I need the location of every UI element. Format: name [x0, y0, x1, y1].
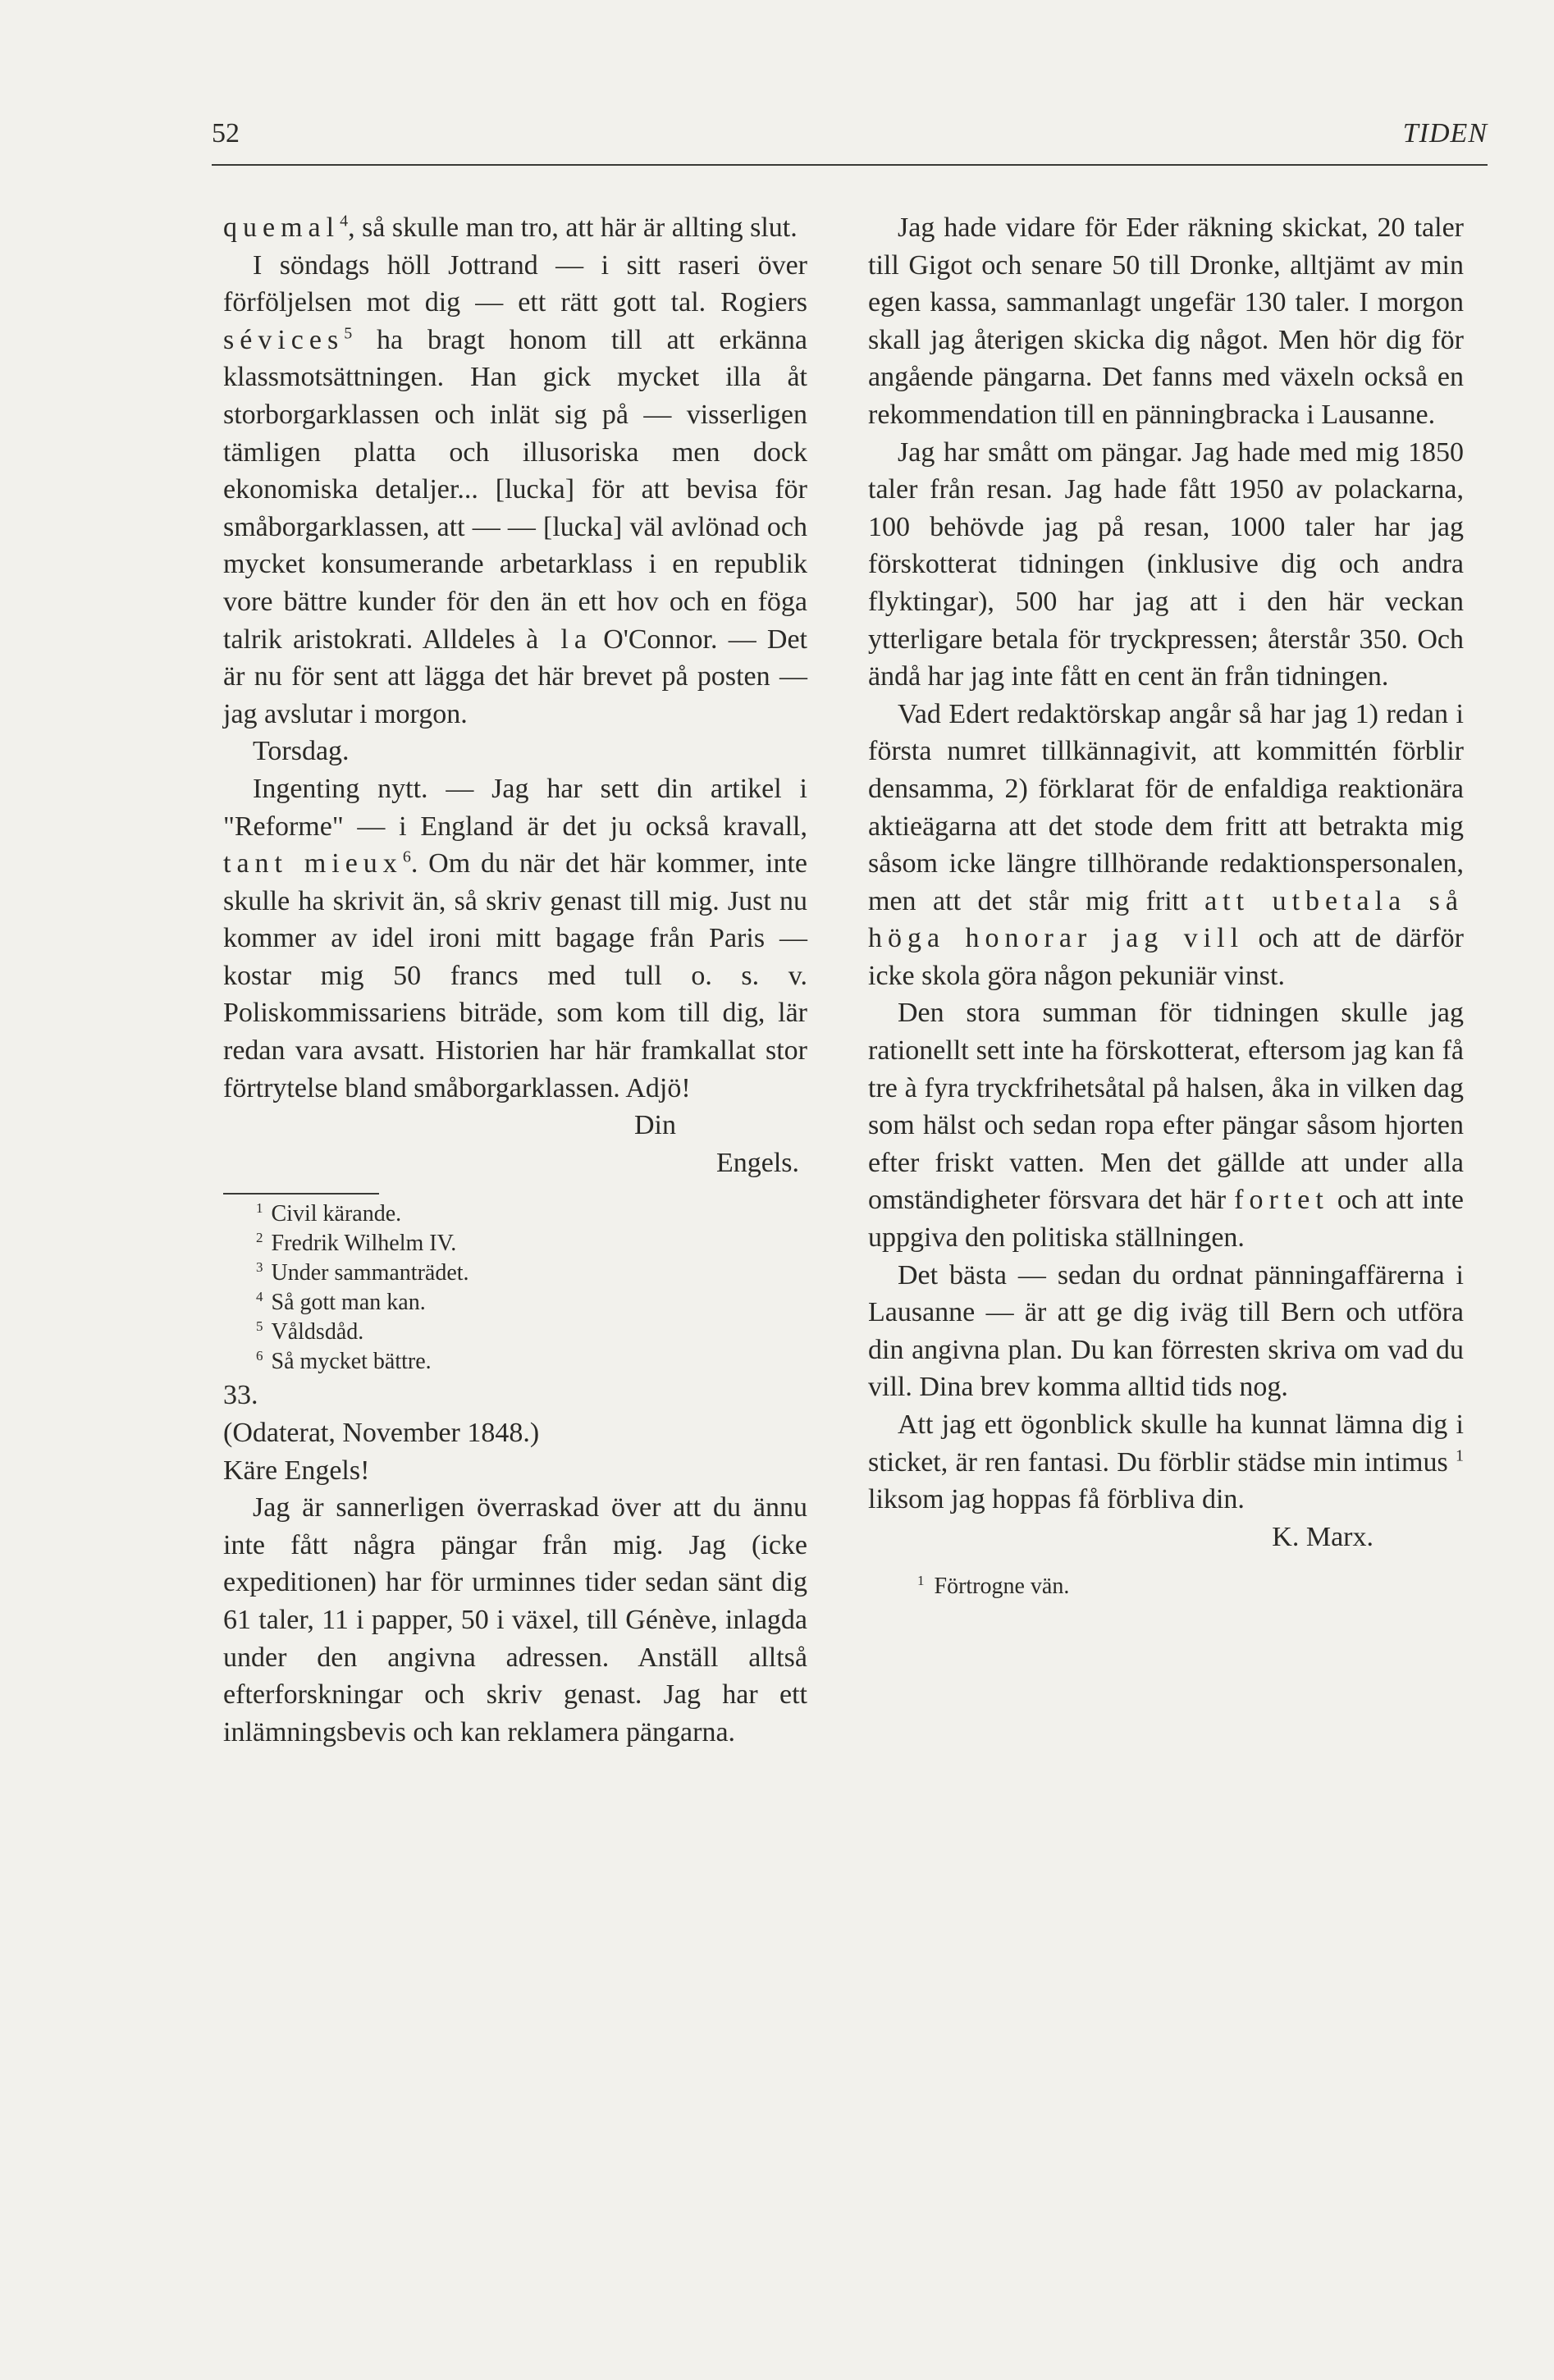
paragraph: Att jag ett ögonblick skulle ha kunnat lämna dig i sticket, är ren fantasi. Du förblir städse min intimus $^1$ liksom jag hoppas få förbliva din.: [868, 1409, 1464, 1515]
footnote: $^4$ Så gott man kan.: [256, 1289, 426, 1316]
emphasis: à la: [526, 624, 592, 655]
right-column: [868, 209, 1464, 1601]
signature-marx: K. Marx.: [1272, 1521, 1373, 1552]
footnote: $^1$ Förtrogne vän.: [917, 1573, 1070, 1600]
torsdag-heading: Torsdag.: [253, 736, 350, 767]
paragraph: Jag hade vidare för Eder räkning skickat, 20 taler till Gigot och senare 50 till Dronke, alltjämt av min egen kassa, sammanlagt ungefär 130 taler. I morgon skall jag återigen skicka dig något. Men hör dig för angående pängarna. Det fanns med växeln också en rekommendation till en pänningbracka i Lausanne.: [868, 212, 1464, 430]
dateline: (Odaterat, November 1848.): [223, 1418, 540, 1449]
footnote-rule: [223, 1193, 379, 1195]
paragraph: Vad Edert redaktörskap angår så har jag 1) redan i första numret tillkännagivit, att kommittén förblir densamma, 2) förklarat för de enfaldiga reaktionära aktieägarna att det stode dem fritt att betrakta mig såsom icke längre tillhörande redaktionspersonalen, men att det står mig fritt att utbetala så höga honorar jag vill och att de därför icke skola göra någon pekuniär vinst.: [868, 698, 1465, 991]
paragraph: Det bästa — sedan du ordnat pänningaffärerna i Lausanne — är att ge dig iväg till Bern och utföra din angivna plan. Du kan förresten skriva om vad du vill. Dina brev komma alltid tids nog.: [868, 1259, 1464, 1403]
paragraph: I söndags höll Jottrand — i sitt raseri över förföljelsen mot dig — ett rätt gott tal. Rogiers sévices$^5$ ha bragt honom till att erkänna klassmotsättningen. Han gick mycket illa åt storborgarklassen och inlät sig på — visserligen tämligen platta och illusoriska men dock ekonomiska detaljer... [lucka] för att bevisa för småborgarklassen, att — — [lucka] väl avlönad och mycket konsumerande arbetarklass i en republik vore bättre kunder för den än ett hov och en föga talrik aristokrati. Alldeles à la O'Connor. — Det är nu för sent att lägga det här brevet på posten — jag avslutar i morgon.: [223, 249, 807, 729]
signature-engels: Engels.: [715, 1147, 799, 1178]
running-title: TIDEN: [1402, 118, 1488, 148]
emphasis: fortet: [1234, 1185, 1329, 1216]
emphasis: quemal: [223, 212, 341, 243]
footnote: $^1$ Civil kärande.: [256, 1200, 402, 1227]
footnote-ref: 5: [344, 324, 353, 343]
paragraph: Den stora summan för tidningen skulle jag rationellt sett inte ha förskotterat, eftersom jag kan få tre à fyra tryckfrihetsåtal på halsen, åka in vilken dag som hälst och sedan ropa efter pängar såsom hjorten efter friskt vatten. Men det gällde att under alla omständigheter försvara det här fortet och att inte uppgiva den politiska ställningen.: [868, 998, 1465, 1254]
page-header: [212, 115, 1488, 166]
left-column: [223, 209, 807, 1751]
footnote: $^6$ Så mycket bättre.: [256, 1348, 432, 1375]
footnote: $^2$ Fredrik Wilhelm IV.: [256, 1230, 457, 1257]
closing-row: [223, 1107, 807, 1144]
closing-din: Din: [634, 1110, 676, 1141]
paragraph: Jag har smått om pängar. Jag hade med mig 1850 taler från resan. Jag hade fått 1950 av polackarna, 100 behövde jag på resan, 1000 taler har jag förskotterat tidningen (inklusive dig och andra flyktingar), 500 har jag att i den här veckan ytterligare betala för tryckpressen; återstår 350. Och ändå har jag inte fått en cent än från tidningen.: [868, 436, 1464, 692]
emphasis: att utbetala så höga honorar jag vill: [868, 885, 1465, 954]
footnotes: [223, 1199, 807, 1377]
paragraph: Jag är sannerligen överraskad över att du ännu inte fått några pängar från mig. Jag (icke expeditionen) har för urminnes tider sedan sänt dig 61 taler, 11 i papper, 50 i växel, till Génève, inlagda under den angivna adressen. Anställ alltså efterforskningar och skriv genast. Jag har ett inlämningsbevis och kan reklamera pängarna.: [223, 1492, 807, 1747]
letter-number: 33.: [223, 1380, 258, 1411]
page-number: 52: [212, 118, 240, 148]
emphasis: sévices: [223, 324, 345, 355]
emphasis: tant mieux: [223, 848, 403, 879]
paragraph: quemal$^4$, så skulle man tro, att här är allting slut.: [223, 212, 798, 243]
footnote-ref: 6: [402, 847, 411, 866]
footnote: $^5$ Våldsdåd.: [256, 1318, 364, 1345]
salutation: Käre Engels!: [223, 1455, 370, 1486]
footnote-ref: 4: [340, 212, 349, 231]
footnote-ref: 1: [1456, 1446, 1464, 1465]
footnote: $^3$ Under sammanträdet.: [256, 1259, 469, 1286]
paragraph: Ingenting nytt. — Jag har sett din artikel i "Reforme" — i England är det ju också kravall, tant mieux$^6$. Om du när det här kommer, inte skulle ha skrivit än, så skriv genast till mig. Just nu kommer av idel ironi mitt bagage från Paris — kostar mig 50 francs med tull o. s. v. Poliskommissariens biträde, som kom till dig, lär redan vara avsatt. Historien har här framkallat stor förtrytelse bland småborgarklassen. Adjö!: [223, 773, 807, 1103]
